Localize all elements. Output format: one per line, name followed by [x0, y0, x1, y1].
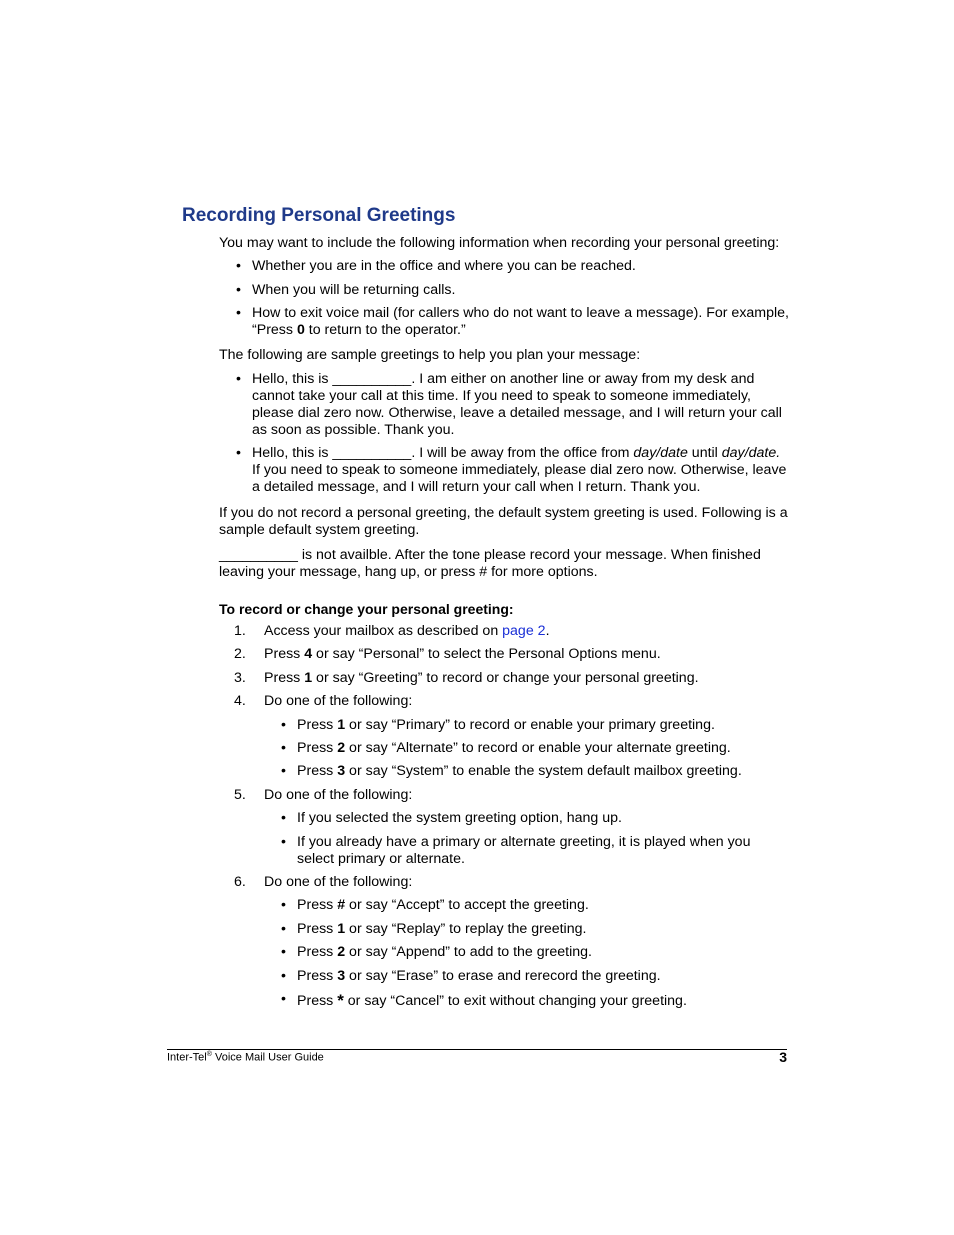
list-item: • Press 2 or say “Append” to add to the greeting.	[281, 944, 592, 960]
bullet-icon: •	[236, 258, 241, 274]
sample-greeting-1	[236, 371, 797, 439]
step-number: 2.	[234, 646, 246, 662]
step-number: 1.	[234, 623, 246, 639]
bullet-icon: •	[236, 305, 241, 321]
text-line: please dial zero now. Otherwise, leave a detailed message, and I will return your call	[252, 405, 782, 421]
page-number: 3	[779, 1049, 787, 1065]
bullet-icon: •	[236, 282, 241, 298]
step-1: 1. Access your mailbox as described on page 2.	[234, 623, 550, 639]
intro-paragraph: You may want to include the following information when recording your personal greeting:	[219, 235, 780, 251]
list-item: • Press # or say “Accept” to accept the greeting.	[281, 897, 589, 913]
text-line: If you already have a primary or alternate greeting, it is played when you	[297, 834, 751, 850]
bullet-text: “Press 0 to return to the operator.”	[252, 322, 466, 338]
text-line: sample default system greeting.	[219, 522, 420, 538]
bullet-icon: •	[281, 810, 286, 826]
bullet-text: Whether you are in the office and where you can be reached.	[252, 258, 636, 274]
step-6: 6. Do one of the following:	[234, 874, 413, 890]
sample-greeting-2	[236, 445, 797, 496]
text-line: cannot take your call at this time. If you need to speak to someone immediately,	[252, 388, 751, 404]
bullet-icon: •	[281, 717, 286, 733]
list-item	[236, 258, 792, 275]
text-line: select primary or alternate.	[297, 851, 465, 867]
step-number: 3.	[234, 670, 246, 686]
bullet-icon: •	[236, 371, 241, 387]
bullet-text: When you will be returning calls.	[252, 282, 456, 298]
list-item	[236, 305, 797, 339]
page-link[interactable]: page 2	[502, 623, 546, 639]
step-3: 3. Press 1 or say “Greeting” to record or change your personal greeting.	[234, 670, 699, 686]
footer-title: Inter-Tel® Voice Mail User Guide	[167, 1051, 324, 1064]
bullet-text: How to exit voice mail (for callers who do not want to leave a message). For example,	[252, 305, 789, 321]
step-2: 2. Press 4 or say “Personal” to select the Personal Options menu.	[234, 646, 661, 662]
default-intro	[219, 505, 799, 539]
bullet-icon: •	[281, 921, 286, 937]
text-line: Hello, this is __________. I am either on another line or away from my desk and	[252, 371, 755, 387]
bullet-icon: •	[281, 763, 286, 779]
step-number: 4.	[234, 693, 246, 709]
default-greeting	[219, 547, 799, 581]
list-item	[236, 282, 792, 299]
step-number: 6.	[234, 874, 246, 890]
text-line: as soon as possible. Thank you.	[252, 422, 455, 438]
text-line: If you need to speak to someone immediately, please dial zero now. Otherwise, leave	[252, 462, 787, 478]
text-line: a detailed message, and I will return your call when I return. Thank you.	[252, 479, 701, 495]
procedure-title: To record or change your personal greeting:	[219, 601, 514, 617]
list-item: • Press 3 or say “Erase” to erase and rerecord the greeting.	[281, 968, 661, 984]
bullet-icon: •	[281, 897, 286, 913]
text-line: leaving your message, hang up, or press # for more options.	[219, 564, 598, 580]
text-line: If you do not record a personal greeting, the default system greeting is used. Following is a	[219, 505, 788, 521]
list-item: • Press 1 or say “Replay” to replay the greeting.	[281, 921, 587, 937]
samples-intro: The following are sample greetings to help you plan your message:	[219, 347, 641, 363]
step-4: 4. Do one of the following:	[234, 693, 413, 709]
text-line: __________ is not availble. After the tone please record your message. When finished	[219, 547, 761, 563]
bullet-icon: •	[281, 991, 286, 1007]
list-item: • Press * or say “Cancel” to exit without changing your greeting.	[281, 991, 687, 1010]
footer-divider	[167, 1049, 787, 1050]
text-line: Hello, this is __________. I will be away from the office from day/date until day/date.	[252, 445, 781, 461]
bullet-icon: •	[281, 834, 286, 850]
list-item: • If you selected the system greeting option, hang up.	[281, 810, 622, 826]
step-number: 5.	[234, 787, 246, 803]
list-item	[281, 834, 757, 868]
page-title: Recording Personal Greetings	[182, 205, 456, 226]
bullet-icon: •	[236, 445, 241, 461]
bullet-icon: •	[281, 740, 286, 756]
bullet-icon: •	[281, 944, 286, 960]
list-item: • Press 2 or say “Alternate” to record or enable your alternate greeting.	[281, 740, 731, 756]
list-item: • Press 3 or say “System” to enable the system default mailbox greeting.	[281, 763, 742, 779]
step-5: 5. Do one of the following:	[234, 787, 413, 803]
bullet-icon: •	[281, 968, 286, 984]
list-item: • Press 1 or say “Primary” to record or enable your primary greeting.	[281, 717, 715, 733]
